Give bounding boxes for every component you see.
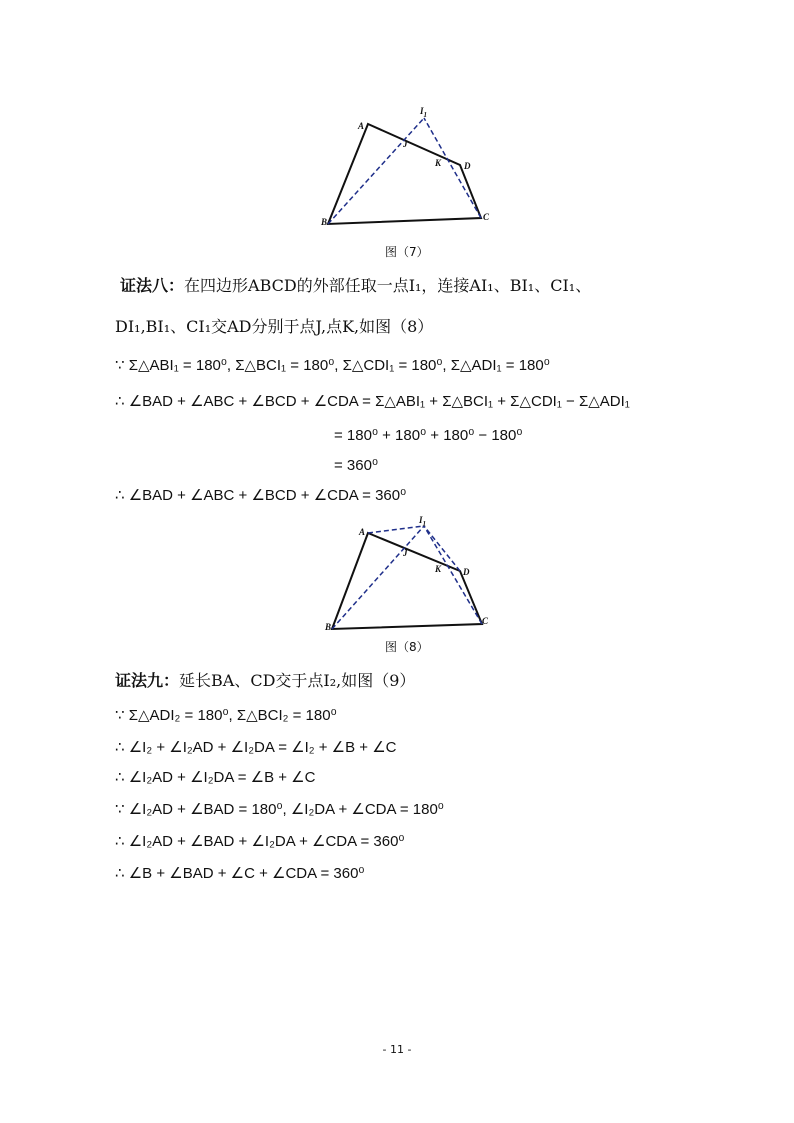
point-j-label: J [403, 548, 408, 558]
method-8-line-2: DI₁,BI₁、CI₁交AD分别于点J,点K,如图（8） [115, 317, 434, 336]
point-a-label: A [358, 121, 365, 131]
figure-7-caption: 图（7） [385, 245, 429, 259]
point-d-label: D [464, 161, 471, 171]
method-8-heading: 证法八： [120, 276, 185, 295]
method-9-eq-3: ∴ ∠I₂AD + ∠I₂DA = ∠B + ∠C [115, 769, 316, 786]
figure-8-caption: 图（8） [385, 640, 429, 654]
point-d-label: D [463, 567, 470, 577]
method-8-line-1 [120, 273, 591, 296]
point-b-label: B [325, 622, 332, 632]
method-9-eq-1: ∵ Σ△ADI₂ = 180⁰, Σ△BCI₂ = 180⁰ [115, 707, 337, 724]
point-c-label: C [482, 616, 489, 626]
point-i-label: $I_1$ [420, 106, 428, 119]
figure-7-diagram [318, 105, 498, 235]
method-9-eq-2: ∴ ∠I₂ + ∠I₂AD + ∠I₂DA = ∠I₂ + ∠B + ∠C [115, 739, 397, 756]
figure-8 [320, 512, 500, 634]
figure-8-diagram [320, 512, 500, 634]
segment-ai1 [368, 526, 424, 533]
point-k-label: K [435, 564, 442, 574]
segment-ci1 [424, 118, 481, 218]
point-i-label: $I_1$ [419, 515, 427, 528]
segment-ci1 [424, 526, 482, 624]
method-9-eq-6: ∴ ∠B + ∠BAD + ∠C + ∠CDA = 360⁰ [115, 865, 365, 882]
method-9-line-1 [115, 668, 415, 691]
method-8-eq-3: = 180⁰ + 180⁰ + 180⁰ − 180⁰ [334, 427, 523, 444]
method-8-eq-2: ∴ ∠BAD + ∠ABC + ∠BCD + ∠CDA = Σ△ABI₁ + Σ△BCI₁ + Σ△CDI₁ − Σ△ADI₁ [115, 393, 630, 410]
method-8-eq-4: = 360⁰ [334, 457, 378, 474]
method-8-eq-1: ∵ Σ△ABI₁ = 180⁰, Σ△BCI₁ = 180⁰, Σ△CDI₁ = 180⁰, Σ△ADI₁ = 180⁰ [115, 357, 550, 374]
point-j-label: J [403, 139, 408, 149]
method-9-heading: 证法九： [115, 671, 180, 690]
method-8-text-1: 在四边形ABCD的外部任取一点I₁，连接AI₁、BI₁、CI₁、 [184, 276, 592, 295]
point-b-label: B [321, 217, 328, 227]
point-a-label: A [359, 527, 366, 537]
segment-bi1 [328, 118, 424, 224]
figure-7 [318, 105, 498, 235]
point-k-label: K [435, 158, 442, 168]
point-c-label: C [483, 212, 490, 222]
segment-bi1 [332, 526, 424, 629]
method-9-eq-4: ∵ ∠I₂AD + ∠BAD = 180⁰, ∠I₂DA + ∠CDA = 180⁰ [115, 801, 444, 818]
method-8-eq-5: ∴ ∠BAD + ∠ABC + ∠BCD + ∠CDA = 360⁰ [115, 487, 407, 504]
page-number: - 11 - [382, 1043, 412, 1056]
method-9-eq-5: ∴ ∠I₂AD + ∠BAD + ∠I₂DA + ∠CDA = 360⁰ [115, 833, 405, 850]
method-9-text-1: 延长BA、CD交于点I₂,如图（9） [179, 671, 416, 690]
